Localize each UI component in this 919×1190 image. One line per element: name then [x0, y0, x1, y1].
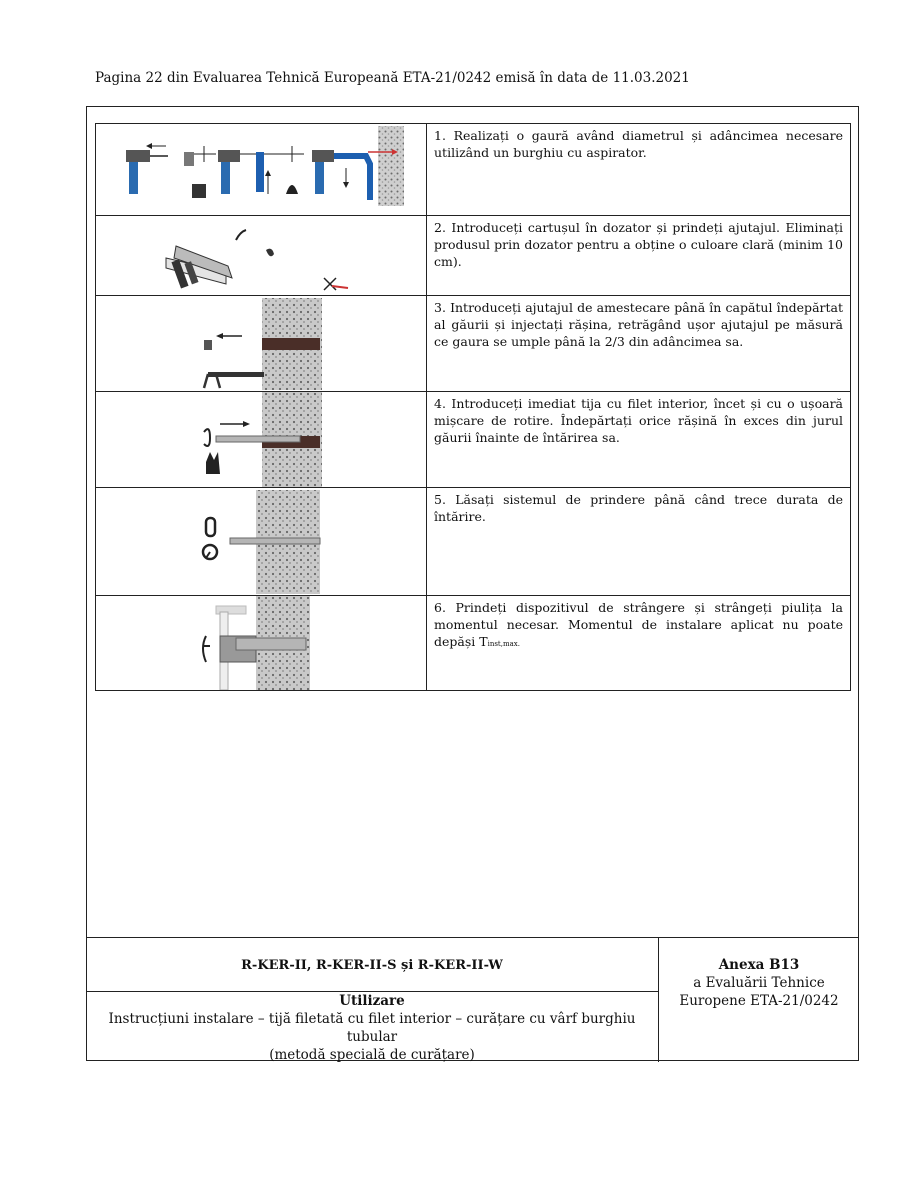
annex-line-2: Europene ETA-21/0242 [679, 993, 839, 1009]
table-row [96, 596, 851, 691]
threaded-rod [230, 538, 320, 544]
resin-fill [262, 338, 320, 350]
table-row [96, 216, 851, 296]
table-row [96, 296, 851, 392]
clock-icon [203, 545, 217, 559]
step-5-illustration [96, 488, 427, 596]
annex-line-1: a Evaluării Tehnice [693, 975, 825, 991]
threaded-rod [236, 638, 306, 650]
annex-footer [86, 937, 859, 1062]
table-row [96, 392, 851, 488]
footer-left-cell [86, 938, 659, 1062]
dispenser-gun-icon [204, 372, 264, 388]
step-2-illustration [96, 216, 427, 296]
rotate-icon [204, 429, 210, 446]
step-1-text: 1. Realizați o gaură având diametrul și adâncimea necesare utilizând un burghiu cu aspirator. [427, 124, 851, 216]
threaded-rod [216, 436, 300, 442]
vacuum-icon [184, 146, 216, 198]
nozzle-icon [204, 340, 212, 350]
step-4-illustration [96, 392, 427, 488]
usage-title: Utilizare [339, 993, 405, 1009]
drill-icon [312, 150, 370, 200]
torque-wrench-icon [203, 636, 210, 662]
usage-block [86, 992, 658, 1064]
step-6-text-main: 6. Prindeți dispozitivul de strângere și strângeți piulița la momentul necesar. Momentul de instalare aplicat nu poate depăși T [434, 600, 843, 649]
annex-title: Anexa B13 [718, 957, 800, 973]
annex-label [659, 956, 859, 1010]
table-row [96, 124, 851, 216]
step-2-text: 2. Introduceți cartușul în dozator și prindeți ajutajul. Eliminați produsul prin dozator pentru a obține o culoare clară (minim 10 cm). [427, 216, 851, 296]
usage-description-line-1: Instrucțiuni instalare – tijă filetată cu filet interior – curățare cu vârf burghiu tubular [108, 1011, 636, 1045]
drill-icon [126, 143, 168, 194]
lock-icon [206, 518, 215, 536]
step-6-illustration [96, 596, 427, 691]
page-header: Pagina 22 din Evaluarea Tehnică Europeană ETA-21/0242 emisă în data de 11.03.2021 [95, 70, 690, 86]
drill-icon [218, 146, 304, 194]
glove-icon [206, 452, 220, 474]
table-row [96, 488, 851, 596]
step-3-text: 3. Introduceți ajutajul de amestecare până în capătul îndepărtat al găurii și injectați rășina, retrăgând ușor ajutajul pe măsură ce gaura se umple până la 2/3 din adâncimea sa. [427, 296, 851, 392]
nozzle-icon [266, 249, 274, 257]
step-5-text: 5. Lăsați sistemul de prindere până când trece durata de întărire. [427, 488, 851, 596]
step-6-text [427, 596, 851, 691]
step-3-illustration [96, 296, 427, 392]
arrow-icon [236, 230, 246, 240]
usage-description-line-2: (metodă specială de curățare) [269, 1047, 475, 1063]
cross-out-icon [324, 278, 348, 290]
step-4-text: 4. Introduceți imediat tija cu filet interior, încet și cu o ușoară mișcare de rotire. Îndepărtați orice rășină în exces din jurul găurii înainte de întărirea sa. [427, 392, 851, 488]
concrete-wall [378, 126, 404, 206]
step-1-illustration [96, 124, 427, 216]
dispenser-gun-icon [166, 246, 232, 289]
instructions-table [95, 123, 851, 691]
product-names: R-KER-II, R-KER-II-S și R-KER-II-W [86, 938, 658, 992]
step-6-text-subscript: inst,max. [487, 640, 520, 648]
